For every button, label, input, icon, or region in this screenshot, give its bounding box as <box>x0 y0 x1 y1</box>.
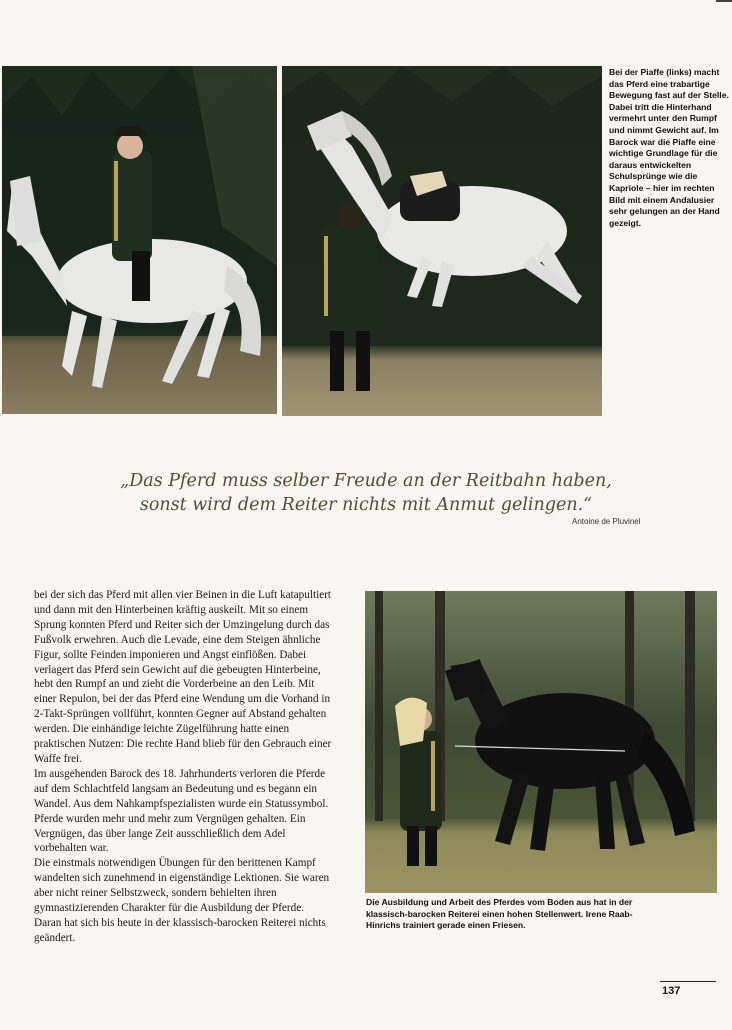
photo-piaffe <box>2 66 277 414</box>
photo-kapriole <box>282 66 602 416</box>
pull-quote-line-1: „Das Pferd muss selber Freude an der Reitbahn haben, <box>120 471 612 491</box>
page-corner-mark <box>716 0 732 2</box>
article-body <box>34 588 334 946</box>
pull-quote-line-2: sonst wird dem Reiter nichts mit Anmut gelingen.“ <box>139 495 593 515</box>
caption-top-right: Bei der Piaffe (links) macht das Pferd eine trabartige Bewegung fast auf der Stelle. Dabei tritt die Hinterhand vermehrt unter den Rumpf und nimmt Gewicht auf. Im Barock war die Piaffe eine wichtige Grundlage für die daraus entwickelten Schulsprünge wie die Kapriole – hier im rechten Bild mit einem Andalusier sehr gelungen an der Hand gezeigt. <box>609 67 729 228</box>
body-paragraph-1: bei der sich das Pferd mit allen vier Beinen in die Luft katapultiert und dann mit den Hinterbeinen kräftig auskeilt. Mit so einem Sprung konnten Pferd und Reiter sich der Umzingelung durch das Fußvolk erwehren. Auch die Levade, eine dem Steigen ähnliche Figur, sollte Feinden imponieren und Angst einflößen. Dabei verlagert das Pferd sein Gewicht auf die gebeugten Hinterbeine, hebt den Rumpf an und zieht die Vorderbeine an den Leib. Mit einer Repulon, bei der das Pferd eine Wendung um die Vorhand in 2-Takt-Sprüngen vollführt, konnten Gegner auf Abstand gehalten werden. Die einhändige leichte Zügelführung hatte einen praktischen Nutzen: Die rechte Hand blieb für den Gebrauch einer Waffe frei. <box>34 589 332 765</box>
quote-author: Antoine de Pluvinel <box>572 517 641 526</box>
caption-bottom: Die Ausbildung und Arbeit des Pferdes vom Boden aus hat in der klassisch-barocken Reiterei einen hohen Stellenwert. Irene Raab-Hinrichs trainiert gerade einen Friesen. <box>366 897 633 931</box>
body-paragraph-3: Die einstmals notwendigen Übungen für den berittenen Kampf wandelten sich zunehmend in eigenständige Lektionen. Sie waren aber nicht reiner Selbstzweck, sondern behielten ihren gymnastizierenden Charakter für die Ausbildung der Pferde. Daran hat sich bis heute in der klassisch-barocken Reiterei nichts geändert. <box>34 857 330 944</box>
body-paragraph-2: Im ausgehenden Barock des 18. Jahrhunderts verloren die Pferde auf dem Schlachtfeld langsam an Bedeutung und es begann ein Wandel. Aus dem Nahkampfspezialisten wurde ein Statussymbol. Pferde wurden mehr und mehr zum Vergnügen gehalten. Ein Vergnügen, das über lange Zeit ausschließlich dem Adel vorbehalten war. <box>34 767 329 855</box>
page-number-rule <box>660 981 716 982</box>
photo-friesian <box>365 591 717 893</box>
page-number: 137 <box>662 985 681 997</box>
